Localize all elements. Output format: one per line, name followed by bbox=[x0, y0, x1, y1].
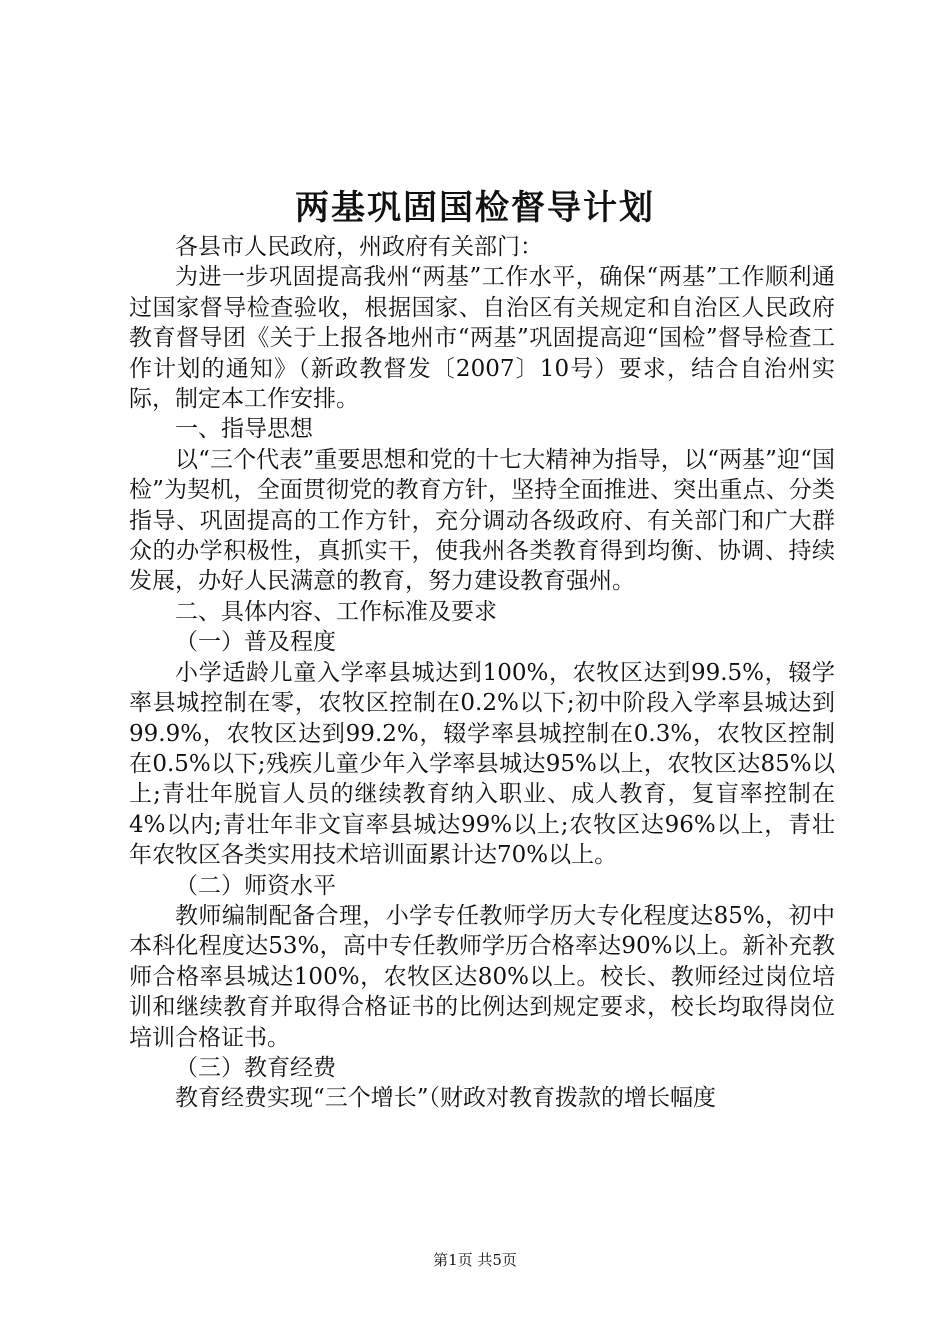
paragraph-guiding-thought: 以“三个代表”重要思想和党的十七大精神为指导，以“两基”迎“国检”为契机，全面贯彻党的教育方针，坚持全面推进、突出重点、分类指导、巩固提高的工作方针，充分调动各级政府、有关部门和广大群众的办学积极性，真抓实干，使我州各类教育得到均衡、协调、持续发展，办好人民满意的教育，努力建设教育强州。 bbox=[129, 446, 835, 595]
section-heading-guiding-thought: 一、指导思想 bbox=[175, 416, 313, 443]
document-title: 两基巩固国检督导计划 bbox=[295, 188, 655, 228]
subsection-heading-funding: （三）教育经费 bbox=[175, 1054, 336, 1081]
document-body bbox=[129, 232, 835, 1114]
paragraph-intro: 为进一步巩固提高我州“两基”工作水平，确保“两基”工作顺利通过国家督导检查验收，根据国家、自治区有关规定和自治区人民政府教育督导团《关于上报各地州市“两基”巩固提高迎“国检”督导检查工作计划的通知》（新政教督发〔2007〕10号）要求，结合自治州实际，制定本工作安排。 bbox=[129, 264, 835, 413]
paragraph-popularization: 小学适龄儿童入学率县城达到100%，农牧区达到99.5%，辍学率县城控制在零，农牧区控制在0.2%以下;初中阶段入学率县城达到99.9%，农牧区达到99.2%，辍学率县城控制在0.3%，农牧区控制在0.5%以下;残疾儿童少年入学率县城达95%以上，农牧区达85%以上;青壮年脱盲人员的继续教育纳入职业、成人教育，复盲率控制在4%以内;青壮年非文盲率县城达99%以上;农牧区达96%以上，青壮年农牧区各类实用技术培训面累计达70%以上。 bbox=[129, 659, 835, 869]
subsection-heading-teachers: （二）师资水平 bbox=[175, 872, 336, 899]
subsection-heading-popularization: （一）普及程度 bbox=[175, 629, 336, 656]
paragraph-funding: 教育经费实现“三个增长”（财政对教育拨款的增长幅度 bbox=[175, 1085, 717, 1112]
paragraph-teachers: 教师编制配备合理，小学专任教师学历大专化程度达85%，初中本科化程度达53%，高中专任教师学历合格率达90%以上。新补充教师合格率县城达100%，农牧区达80%以上。校长、教师经过岗位培训和继续教育并取得合格证书的比例达到规定要求，校长均取得岗位培训合格证书。 bbox=[129, 902, 835, 1051]
section-heading-content-standards: 二、具体内容、工作标准及要求 bbox=[175, 598, 497, 625]
salutation: 各县市人民政府，州政府有关部门： bbox=[175, 234, 543, 260]
page-number-footer: 第1页 共5页 bbox=[433, 1251, 517, 1269]
